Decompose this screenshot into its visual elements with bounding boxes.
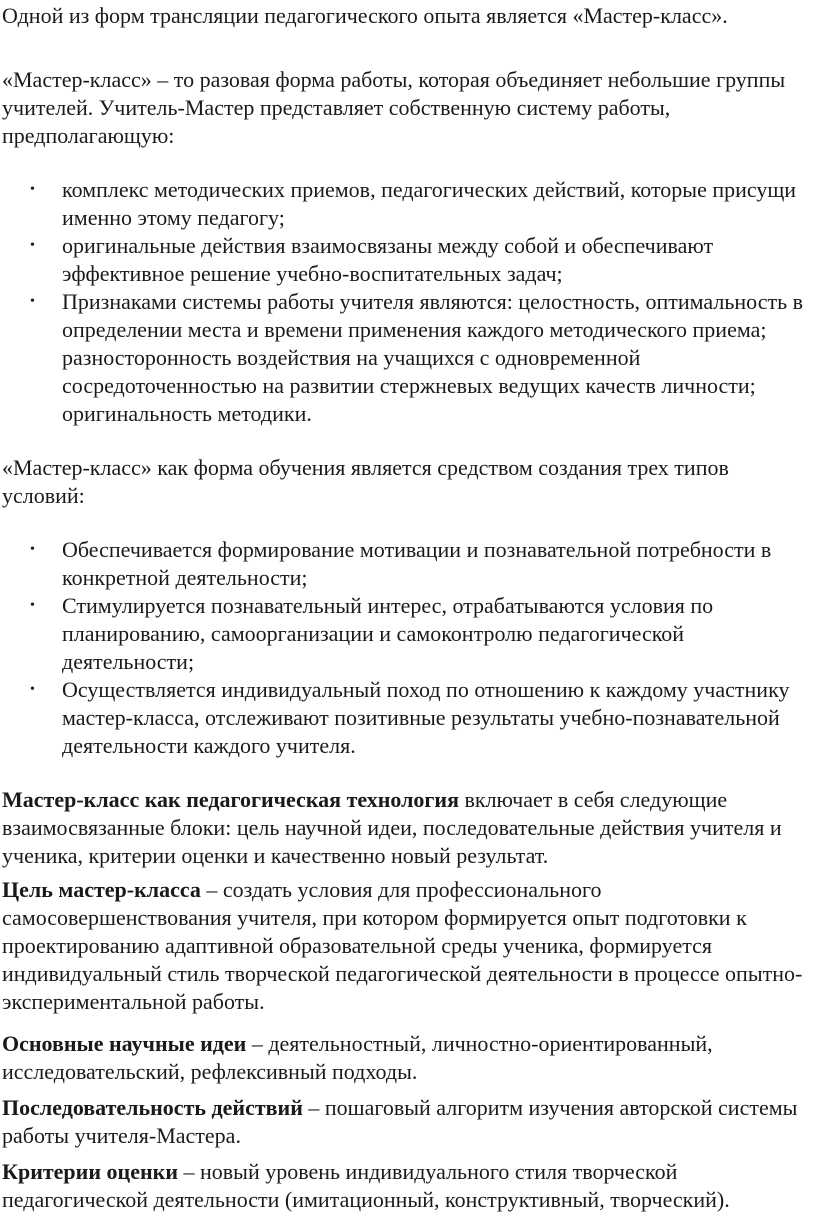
bullet-icon: • bbox=[30, 294, 35, 309]
list-item bbox=[0, 676, 816, 760]
goal-paragraph bbox=[2, 876, 814, 1016]
section-text: – пошаговый алгоритм изучения авторской системы работы учителя-Мастера. bbox=[2, 1095, 798, 1148]
conditions-list bbox=[0, 536, 816, 760]
ideas-paragraph bbox=[2, 1030, 814, 1086]
section-heading: Основные научные идеи bbox=[2, 1031, 247, 1056]
technology-paragraph bbox=[2, 786, 814, 870]
section-text: – создать условия для профессионального самосовершенствования учителя, при котором формируется опыт подготовки к проектированию адаптивной образовательной среды ученика, формируется индивидуальный стиль творческой педагогической деятельности в процессе опытно-экспериментальной работы. bbox=[2, 877, 803, 1014]
list-item bbox=[0, 592, 816, 676]
bullet-icon: • bbox=[30, 682, 35, 697]
conditions-paragraph: «Мастер-класс» как форма обучения является средством создания трех типов условий: bbox=[2, 455, 729, 508]
list-item bbox=[0, 176, 816, 232]
list-item-text: оригинальные действия взаимосвязаны между собой и обеспечивают эффективное решение учебно-воспитательных задач; bbox=[62, 233, 714, 286]
method-list bbox=[0, 176, 816, 428]
intro-paragraph-2: «Мастер-класс» – то разовая форма работы, которая объединяет небольшие группы учителей. Учитель-Мастер представляет собственную систему работы, предполагающую: bbox=[2, 67, 786, 148]
sequence-paragraph bbox=[2, 1094, 814, 1150]
list-item-text: Обеспечивается формирование мотивации и познавательной потребности в конкретной деятельности; bbox=[62, 537, 772, 590]
bullet-icon: • bbox=[30, 598, 35, 613]
bullet-icon: • bbox=[30, 182, 35, 197]
section-text: включает в себя следующие взаимосвязанные блоки: цель научной идеи, последовательные действия учителя и ученика, критерии оценки и качественно новый результат. bbox=[2, 787, 782, 868]
section-heading: Цель мастер-класса bbox=[2, 877, 201, 902]
section-heading: Последовательность действий bbox=[2, 1095, 303, 1120]
bullet-icon: • bbox=[30, 238, 35, 253]
list-item bbox=[0, 288, 816, 428]
list-item bbox=[0, 536, 816, 592]
list-item-text: Признаками системы работы учителя являются: целостность, оптимальность в определении места и времени применения каждого методического приема; разносторонность воздействия на учащихся с одновременной сосредоточенностью на развитии стержневых ведущих качеств личности; оригинальность методики. bbox=[62, 289, 804, 426]
section-text: – новый уровень индивидуального стиля творческой педагогической деятельности (имитационный, конструктивный, творческий). bbox=[2, 1159, 730, 1212]
list-item bbox=[0, 232, 816, 288]
criteria-paragraph bbox=[2, 1158, 814, 1214]
section-heading: Мастер-класс как педагогическая технология bbox=[2, 787, 459, 812]
intro-paragraph-1: Одной из форм трансляции педагогического опыта является «Мастер-класс». bbox=[2, 3, 728, 28]
bullet-icon: • bbox=[30, 542, 35, 557]
list-item-text: Осуществляется индивидуальный поход по отношению к каждому участнику мастер-класса, отслеживают позитивные результаты учебно-познавательной деятельности каждого учителя. bbox=[62, 677, 790, 758]
section-text: – деятельностный, личностно-ориентированный, исследовательский, рефлексивный подходы. bbox=[2, 1031, 713, 1084]
list-item-text: Стимулируется познавательный интерес, отрабатываются условия по планированию, самоорганизации и самоконтролю педагогической деятельности; bbox=[62, 593, 714, 674]
list-item-text: комплекс методических приемов, педагогических действий, которые присущи именно этому педагогу; bbox=[62, 177, 797, 230]
section-heading: Критерии оценки bbox=[2, 1159, 178, 1184]
